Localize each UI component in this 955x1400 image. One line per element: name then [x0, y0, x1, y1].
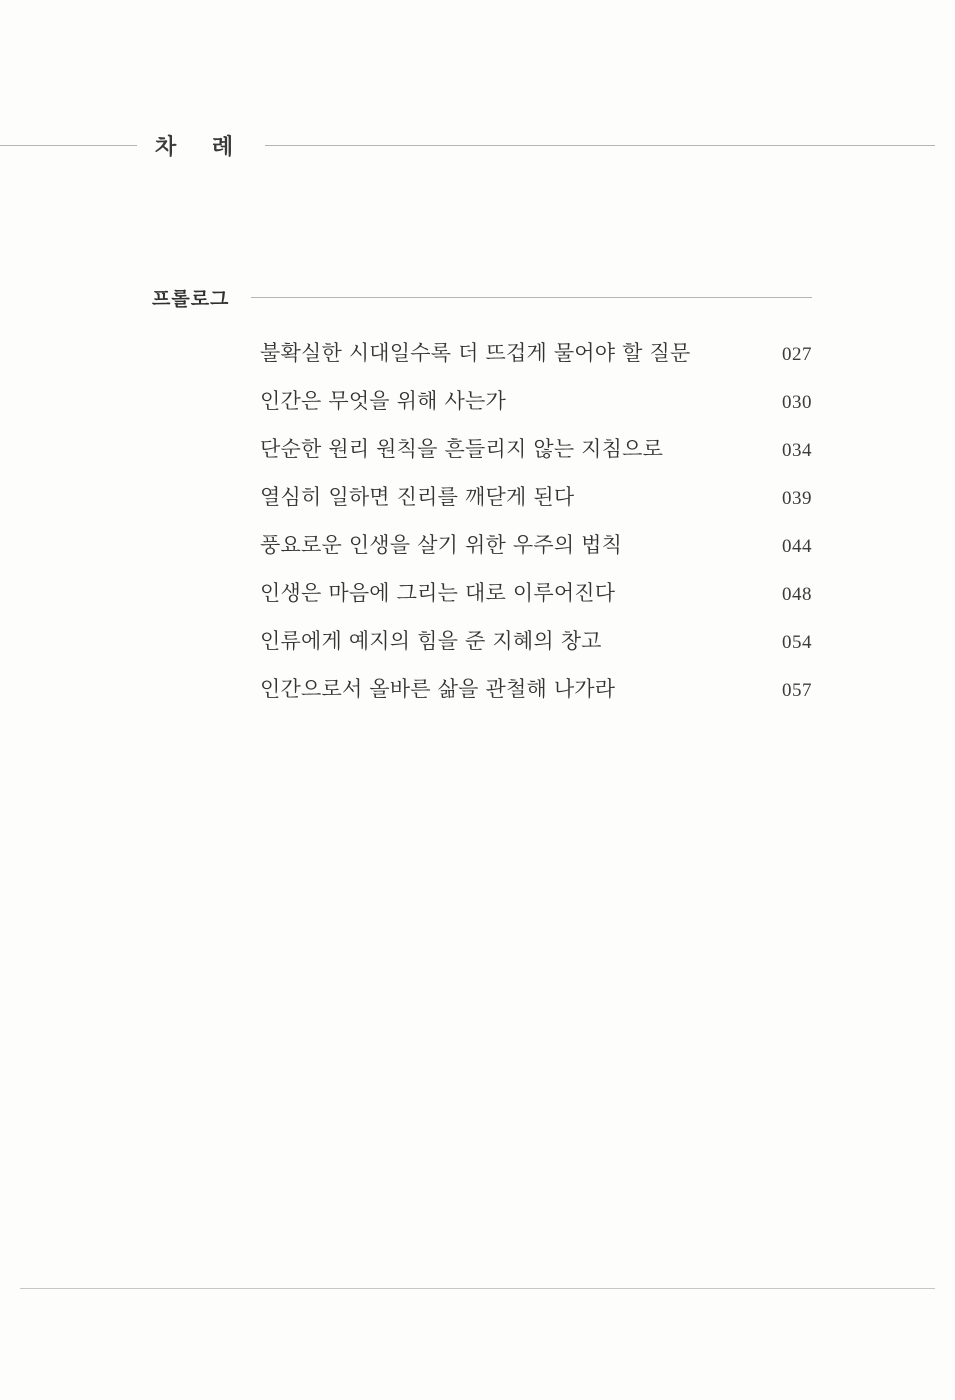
- footer-divider: [20, 1288, 935, 1289]
- entry-title: 풍요로운 인생을 살기 위한 우주의 법칙: [260, 533, 623, 557]
- list-item[interactable]: [260, 385, 812, 433]
- entry-title: 인생은 마음에 그리는 대로 이루어진다: [260, 581, 616, 605]
- list-item[interactable]: [260, 625, 812, 673]
- entry-title: 단순한 원리 원칙을 흔들리지 않는 지침으로: [260, 437, 664, 461]
- header-rule-left: [0, 145, 137, 146]
- page-title: 차 례: [155, 133, 248, 160]
- entry-page-number: 027: [782, 344, 812, 365]
- section-label: 프롤로그: [152, 287, 230, 310]
- entry-page-number: 034: [782, 440, 812, 461]
- section-rule: [251, 297, 812, 298]
- section-header: [152, 283, 812, 311]
- entry-title: 인간은 무엇을 위해 사는가: [260, 389, 506, 413]
- entry-title: 인간으로서 올바른 삶을 관철해 나가라: [260, 677, 616, 701]
- entry-page-number: 057: [782, 680, 812, 701]
- list-item[interactable]: [260, 433, 812, 481]
- toc-section-prologue: [152, 283, 812, 721]
- list-item[interactable]: [260, 337, 812, 385]
- entry-title: 불확실한 시대일수록 더 뜨겁게 물어야 할 질문: [260, 341, 691, 365]
- header-rule-right: [265, 145, 935, 146]
- list-item[interactable]: [260, 481, 812, 529]
- entry-page-number: 039: [782, 488, 812, 509]
- entry-page-number: 044: [782, 536, 812, 557]
- list-item[interactable]: [260, 577, 812, 625]
- entry-page-number: 054: [782, 632, 812, 653]
- entry-title: 열심히 일하면 진리를 깨닫게 된다: [260, 485, 575, 509]
- list-item[interactable]: [260, 673, 812, 721]
- entry-page-number: 048: [782, 584, 812, 605]
- toc-entry-list: [152, 337, 812, 721]
- entry-page-number: 030: [782, 392, 812, 413]
- toc-header: [0, 128, 955, 162]
- entry-title: 인류에게 예지의 힘을 준 지혜의 창고: [260, 629, 602, 653]
- list-item[interactable]: [260, 529, 812, 577]
